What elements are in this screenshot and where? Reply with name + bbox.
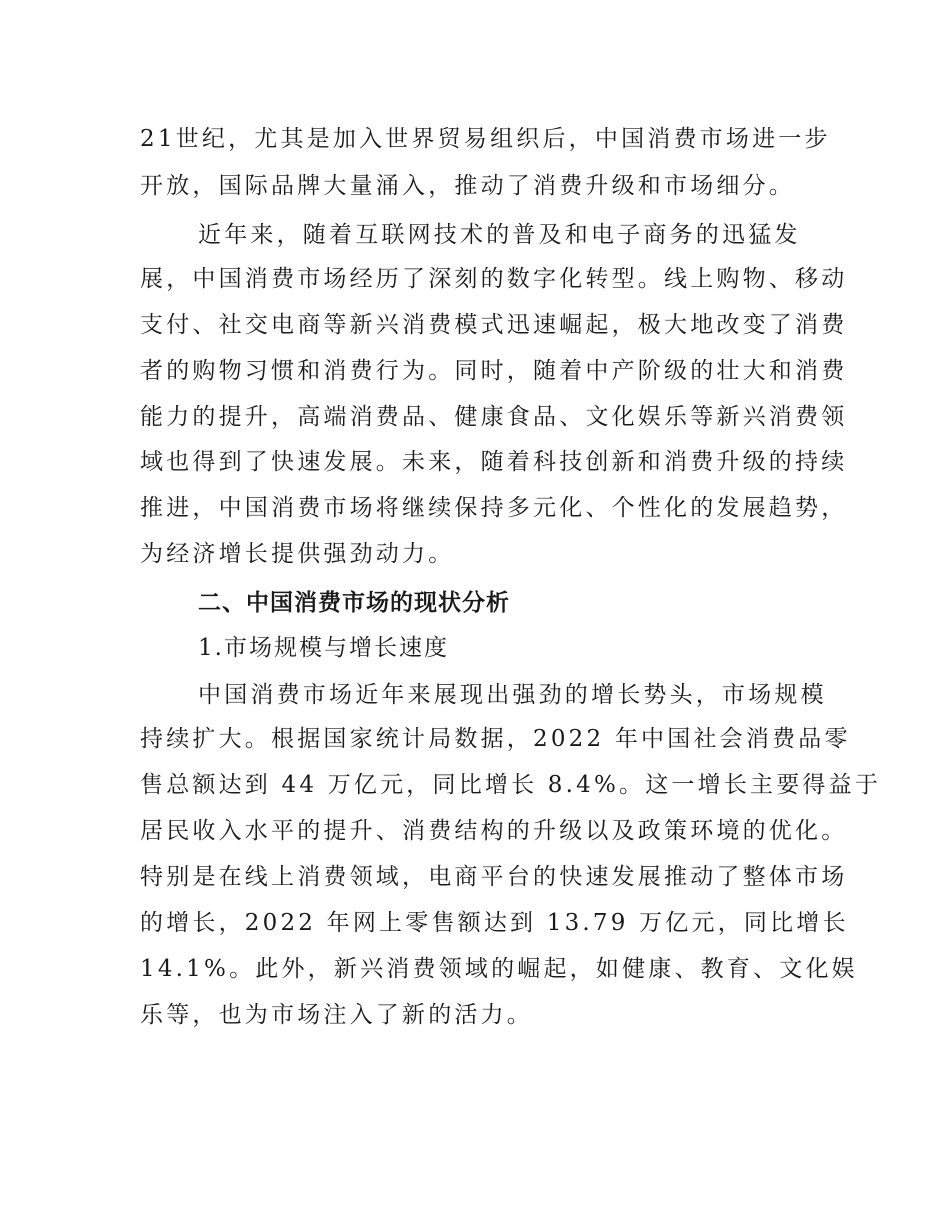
subsection-heading: 1.市场规模与增长速度 [198, 635, 449, 661]
paragraph-line-13: 中国消费市场近年来展现出强劲的增长势头，市场规模 [198, 682, 827, 708]
paragraph-line-4: 展，中国消费市场经历了深刻的数字化转型。线上购物、移动 [140, 266, 848, 292]
paragraph-line-20: 乐等，也为市场注入了新的活力。 [140, 1002, 533, 1028]
paragraph-line-7: 能力的提升，高端消费品、健康食品、文化娱乐等新兴消费领 [140, 404, 848, 430]
paragraph-line-8: 域也得到了快速发展。未来，随着科技创新和消费升级的持续 [140, 449, 848, 475]
paragraph-line-19: 14.1%。此外，新兴消费领域的崛起，如健康、教育、文化娱 [140, 956, 858, 982]
paragraph-line-3: 近年来，随着互联网技术的普及和电子商务的迅猛发 [198, 222, 801, 248]
paragraph-line-9: 推进，中国消费市场将继续保持多元化、个性化的发展趋势， [140, 495, 848, 521]
paragraph-line-14: 持续扩大。根据国家统计局数据，2022 年中国社会消费品零 [140, 726, 851, 752]
section-heading: 二、中国消费市场的现状分析 [198, 590, 510, 616]
paragraph-line-5: 支付、社交电商等新兴消费模式迅速崛起，极大地改变了消费 [140, 312, 848, 338]
paragraph-line-1: 21世纪，尤其是加入世界贸易组织后，中国消费市场进一步 [140, 126, 831, 152]
paragraph-line-10: 为经济增长提供强劲动力。 [140, 541, 455, 567]
paragraph-line-2: 开放，国际品牌大量涌入，推动了消费升级和市场细分。 [140, 173, 795, 199]
paragraph-line-15: 售总额达到 44 万亿元，同比增长 8.4%。这一增长主要得益于 [140, 772, 882, 798]
paragraph-line-16: 居民收入水平的提升、消费结构的升级以及政策环境的优化。 [140, 818, 848, 844]
paragraph-line-17: 特别是在线上消费领域，电商平台的快速发展推动了整体市场 [140, 864, 848, 890]
paragraph-line-6: 者的购物习惯和消费行为。同时，随着中产阶级的壮大和消费 [140, 358, 848, 384]
paragraph-line-18: 的增长，2022 年网上零售额达到 13.79 万亿元，同比增长 [140, 910, 849, 936]
